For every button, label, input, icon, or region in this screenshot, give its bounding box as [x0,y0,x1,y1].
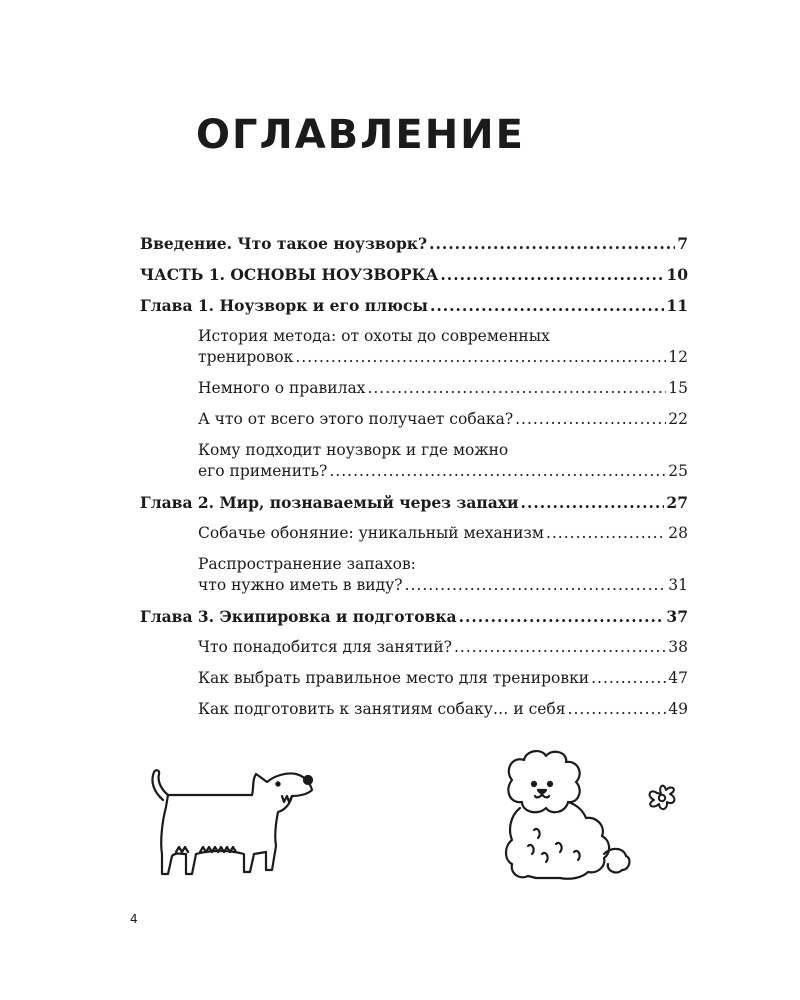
toc-page-number: 15 [668,379,688,397]
toc-page-number: 7 [677,234,688,253]
toc-page-number: 27 [666,493,688,512]
toc-entry-title: Немного о правилах [198,379,366,397]
flower-icon [640,778,682,820]
dog-body [161,773,312,874]
poodle-nose [538,790,546,793]
dot-leader [367,378,666,399]
toc-page-number: 28 [668,524,688,542]
toc-entry-title: тренировок [198,348,294,366]
dot-leader [546,523,666,544]
dot-leader [295,347,666,368]
toc-page-number: 22 [668,410,688,428]
dot-leader [591,668,666,689]
dot-leader [429,233,675,254]
toc-entry-title: Что понадобится для занятий? [198,638,452,656]
toc-entry-title: что нужно иметь в виду? [198,576,403,594]
toc-page-number: 38 [668,638,688,656]
toc-entry-title: его применить? [198,462,328,480]
toc-entry-training-place[interactable] [140,668,688,689]
toc-entry-scent-spread[interactable] [140,554,688,596]
toc-entry-title: ЧАСТЬ 1. ОСНОВЫ НОУЗВОРКА [140,265,439,284]
dot-leader [440,264,664,285]
toc-entry-chapter-1[interactable] [140,295,688,316]
dot-leader [329,461,666,482]
toc-page-number: 49 [668,700,688,718]
toc-page-number: 31 [668,576,688,594]
toc-page-number: 11 [666,296,688,315]
dot-leader [515,409,666,430]
toc-entry-dog-benefits[interactable] [140,409,688,430]
toc-entry-title: Глава 2. Мир, познаваемый через запахи [140,493,519,512]
toc-page-number: 25 [668,462,688,480]
toc-page-number: 10 [666,265,688,284]
toc-entry-title: Глава 3. Экипировка и подготовка [140,607,457,626]
toc-entry-rules[interactable] [140,378,688,399]
poodle-body [506,802,609,879]
toc-entry-chapter-2[interactable] [140,492,688,513]
dot-leader [568,699,667,720]
toc-page-number: 37 [666,607,688,626]
dot-leader [430,295,664,316]
dot-leader [459,606,665,627]
page-number: 4 [130,912,138,926]
table-of-contents [140,233,688,730]
toc-entry-title: Как подготовить к занятиям собаку… и себя [198,700,566,718]
toc-entry-chapter-3[interactable] [140,606,688,627]
toc-entry-title: Глава 1. Ноузворк и его плюсы [140,296,428,315]
dot-leader [405,575,667,596]
poodle-curls [528,829,580,862]
poodle-dog-icon [490,746,650,886]
poodle-mouth [535,794,549,797]
toc-page-number: 12 [668,348,688,366]
toc-entry-title: Собачье обоняние: уникальный механизм [198,524,544,542]
toc-page-number: 47 [668,669,688,687]
toc-entry-method-history[interactable] [140,326,688,368]
toc-entry-title: Введение. Что такое ноузворк? [140,234,428,253]
poodle-eye-right [548,782,552,786]
dog-tail [152,770,168,800]
toc-entry-title-line1: История метода: от охоты до современных [198,327,550,345]
dog-beard [282,796,292,802]
toc-entry-title-line1: Кому подходит ноузворк и где можно [198,441,509,459]
toc-entry-prepare-dog[interactable] [140,699,688,720]
toc-entry-introduction[interactable] [140,233,688,254]
dog-eye [276,782,279,785]
toc-entry-title: Как выбрать правильное место для тренировки [198,669,590,687]
toc-entry-who-fits[interactable] [140,440,688,482]
toc-entry-equipment[interactable] [140,637,688,658]
terrier-dog-icon [140,762,320,882]
dot-leader [454,637,666,658]
dog-nose [304,776,312,784]
toc-entry-dog-smell[interactable] [140,523,688,544]
toc-entry-title: А что от всего этого получает собака? [198,410,514,428]
page-title: ОГЛАВЛЕНИЕ [196,112,525,158]
poodle-eye-left [532,782,536,786]
toc-entry-part-1[interactable] [140,264,688,285]
toc-entry-title-line1: Распространение запахов: [198,555,416,573]
dot-leader [521,492,665,513]
